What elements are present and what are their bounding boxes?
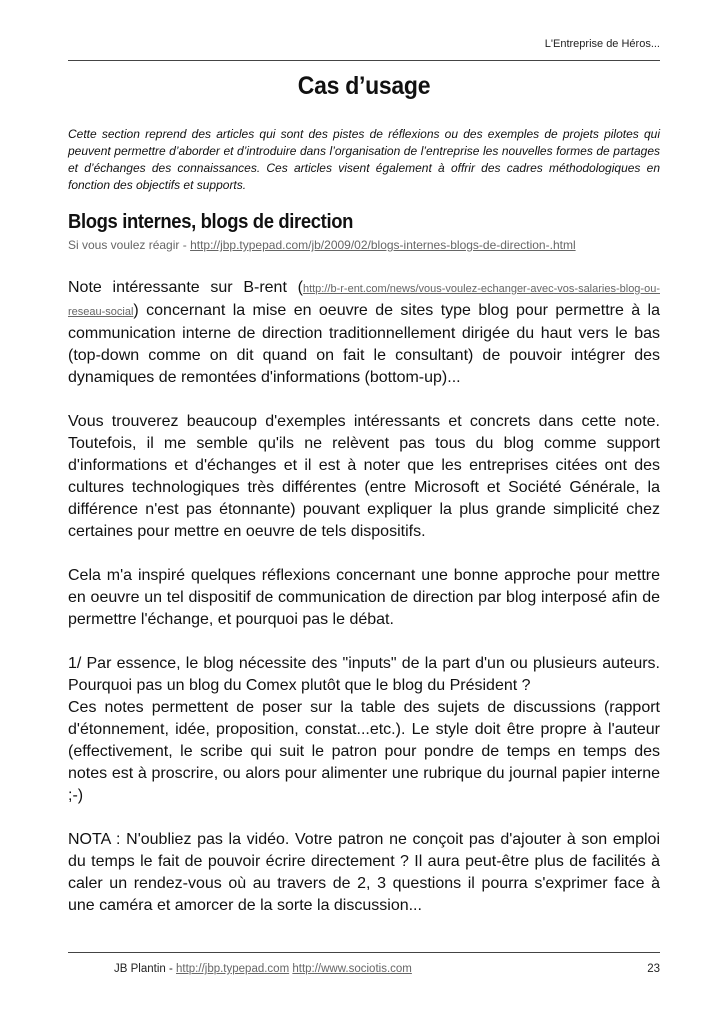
react-line [68, 238, 660, 252]
p1-before: Note intéressante sur B-rent ( [68, 279, 303, 296]
paragraph-4 [68, 653, 660, 807]
paragraph-5: NOTA : N'oubliez pas la vidéo. Votre patron ne conçoit pas d'ajouter à son emploi du temps le fait de pouvoir écrire directement ? Il aura peut-être plus de facilités à caler un rendez-vous où au travers de 2, 3 questions il pourra s'exprimer face à une caméra et amorcer de la sorte la discussion... [68, 831, 660, 914]
page-footer [114, 963, 660, 975]
footer-rule [68, 952, 660, 953]
document-page [68, 0, 660, 1030]
running-header: L'Entreprise de Héros... [544, 38, 660, 50]
footer-link-typepad[interactable]: http://jbp.typepad.com [176, 963, 290, 975]
page-number: 23 [647, 963, 660, 975]
article-body [68, 277, 660, 939]
section-intro: Cette section reprend des articles qui sont des pistes de réflexions ou des exemples de projets pilotes qui peuvent permettre d’aborder et d’introduire dans l’organisation de l’entreprise les nouvelles formes de partages et d’échanges des connaissances. Ces articles visent également à offrir des cadres méthodologiques en fonction des objectifs et supports. [68, 127, 660, 192]
p1-after: ) concernant la mise en oeuvre de sites type blog pour permettre à la communication interne de direction traditionnellement dirigée du haut vers le bas (top-down comme on dit quand on fait le consultant) de pouvoir intégrer des dynamiques de remontées d'informations (bottom-up)... [68, 302, 660, 386]
p4-rest: Ces notes permettent de poser sur la table des sujets de discussions (rapport d'étonnement, idée, proposition, constat...etc.). Le style doit être propre à l'auteur (effectivement, le scribe qui suit le patron pour pondre de temps en temps des notes est à proscrire, ou alors pour alimenter une rubrique du journal papier interne ;-) [68, 699, 660, 804]
section-title: Cas d’usage [297, 72, 431, 100]
paragraph-2: Vous trouverez beaucoup d'exemples intéressants et concrets dans cette note. Toutefois, il me semble qu'ils ne relèvent pas tous du blog comme support d'informations et d'échanges et il est à noter que les entreprises citées ont des cultures technologiques très différentes (entre Microsoft et Société Générale, la différence n'est pas étonnante) pouvant expliquer la plus grande simplicité chez certaines pour mettre en oeuvre de tels dispositifs. [68, 413, 660, 540]
p4-first-line: 1/ Par essence, le blog nécessite des "inputs" de la part d'un ou plusieurs auteurs. Pourquoi pas un blog du Comex plutôt que le blog du Président ? [68, 655, 660, 694]
paragraph-1 [68, 277, 660, 389]
react-prefix: Si vous voulez réagir - [68, 238, 191, 252]
b-rent-link[interactable]: http://b-r-ent.com/news/vous-voulez-echanger-avec-vos-salaries-blog-ou-reseau-social [68, 283, 660, 318]
react-link[interactable]: http://jbp.typepad.com/jb/2009/02/blogs-internes-blogs-de-direction-.html [190, 238, 576, 252]
paragraph-3: Cela m'a inspiré quelques réflexions concernant une bonne approche pour mettre en oeuvre un tel dispositif de communication de direction par blog interposé afin de permettre l'échange, et pourquoi pas le débat. [68, 567, 660, 628]
footer-link-sociotis[interactable]: http://www.sociotis.com [292, 963, 412, 975]
header-rule [68, 60, 660, 61]
article-title: Blogs internes, blogs de direction [68, 210, 354, 233]
footer-author: JB Plantin - [114, 963, 176, 975]
